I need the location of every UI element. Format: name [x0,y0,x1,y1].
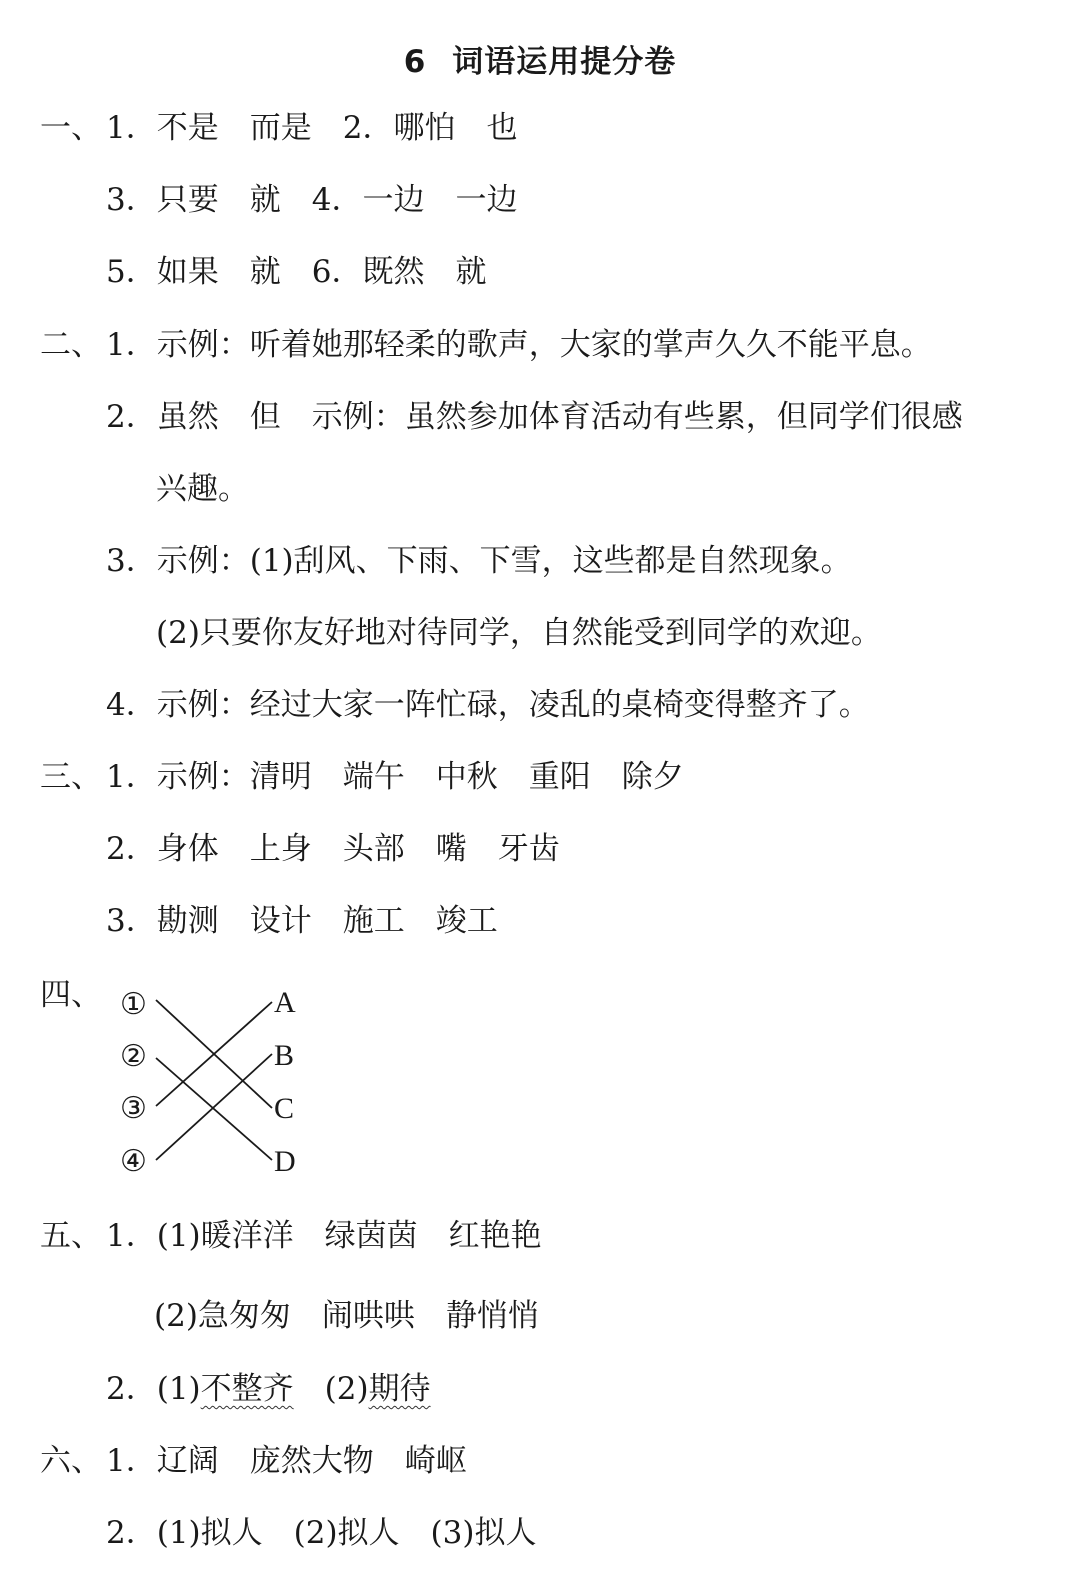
section-5-label: 五、 [40,1218,102,1254]
right-node-b: B [274,1039,295,1072]
left-node-1: ① [120,988,147,1021]
answer-line: 1．示例：听着她那轻柔的歌声，大家的掌声久久不能平息。 [106,327,932,363]
q2-prefix: 2．(1) [106,1371,201,1407]
answer-line: 3．只要 就 4．一边 一边 [106,182,518,218]
answer-line: 4．示例：经过大家一阵忙碌，凌乱的桌椅变得整齐了。 [106,687,870,723]
title-text: 词语运用提分卷 [452,44,677,80]
page-title [0,36,1080,81]
title-number: 6 [403,44,427,80]
answer-line: 1．不是 而是 2．哪怕 也 [106,110,518,146]
section-2-label: 二、 [40,327,102,363]
wavy-answer-2: 期待 [368,1371,431,1407]
left-node-2: ② [120,1040,147,1073]
answer-line: (2)急匆匆 闹哄哄 静悄悄 [154,1298,539,1334]
left-node-4: ④ [120,1145,147,1178]
answer-line: 1．辽阔 庞然大物 崎岖 [106,1443,467,1479]
matching-diagram [110,978,310,1188]
answer-line: 1．示例：清明 端午 中秋 重阳 除夕 [106,759,684,795]
right-node-a: A [274,986,296,1019]
answer-line: 2．(1)拟人 (2)拟人 (3)拟人 [106,1515,537,1551]
q2-mid: (2) [293,1371,369,1407]
section-6-label: 六、 [40,1443,102,1479]
answer-line: 兴趣。 [156,471,249,507]
section-1-label: 一、 [40,110,102,146]
right-node-d: D [274,1145,296,1178]
answer-line: 5．如果 就 6．既然 就 [106,254,487,290]
section-4-label: 四、 [40,977,102,1013]
wavy-answer-1: 不整齐 [200,1371,294,1407]
left-node-3: ③ [120,1092,147,1125]
answer-line: 2．身体 上身 头部 嘴 牙齿 [106,831,560,867]
right-node-c: C [274,1092,295,1125]
answer-line [106,1369,431,1409]
answer-line: 3．示例：(1)刮风、下雨、下雪，这些都是自然现象。 [106,543,852,579]
match-line-3-A [156,1002,272,1106]
answer-line: 1．(1)暖洋洋 绿茵茵 红艳艳 [106,1218,542,1254]
answer-line: (2)只要你友好地对待同学，自然能受到同学的欢迎。 [156,615,882,651]
answer-line: 3．勘测 设计 施工 竣工 [106,903,498,939]
section-3-label: 三、 [40,759,102,795]
answer-line: 2．虽然 但 示例：虽然参加体育活动有些累，但同学们很感 [106,399,963,435]
